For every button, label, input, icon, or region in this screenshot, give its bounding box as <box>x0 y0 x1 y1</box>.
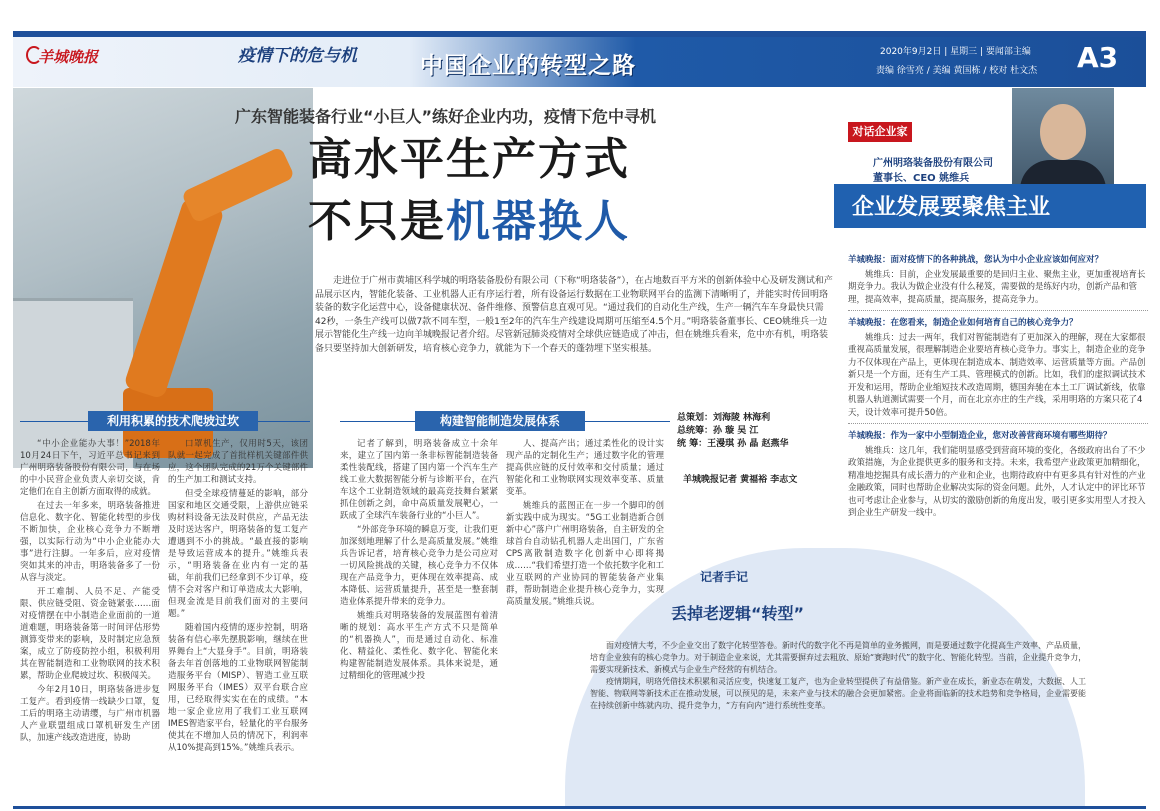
paragraph: 姚维兵的蓝图正在一步一个脚印的创新实践中成为现实。“5G工业制造新合创新中心”落户广州明珞装备，自主研发的全球首台自动钻孔机器人走出国门，广东省CPS离散制造数字化创新中心即将揭成……“我们希望打造一个依托数字化和工业互联网的产业协同的智能装备产业集群，帮助制造企业提升核心竞争力，实现高质量发展。”姚维兵说。 <box>506 501 664 607</box>
credit-line: 总统筹：孙 璇 吴 江 <box>677 426 759 436</box>
page-credits: 责编 徐雪亮 / 美编 黄国栋 / 校对 杜文杰 <box>876 66 1038 76</box>
qa-divider <box>848 423 1148 424</box>
paragraph: 人、提高产出；通过柔性化的设计实现产品的定制化生产；通过数字化的管理提高供应链的反付效率和交付质量；通过智能化和工业物联网实现效率变革、质量变革。 <box>506 439 664 497</box>
paragraph: 面对疫情大考，不少企业交出了数字化转型答卷。新时代的数字化不再是简单的业务搬网，而是要通过数字化提高生产效率、产品质量，培育企业独有的核心竞争力。对于制造企业来说，尤其需要摒弃过去粗放、原始“赛跑时代”的数字化、智能化转型。当前，企业提升竞争力，需要实现新技术、新模式与企业生产经营的有机结合。 <box>590 641 1087 674</box>
paragraph: 今年2月10日，明珞装备进步复工复产。看到疫情一线缺少口罩，复工后的明珞主动请缨，与广州市机器人产业联盟组成口罩机研发生产团队，加速产线改造进度，协助 <box>20 685 160 743</box>
paragraph: 开工难制、人员不足、产能受限、供应链受阻、资金链紧张……面对疫情摆在中小制造企业面前的一道道难题，明珞装备第一时间评估形势测算变带来的影响，及时制定应急预案，成立了防疫防控小组，积极利用其在智能制造和工业物联网的技术积累，帮助企业爬坡过坎、积极闯关。 <box>20 587 160 681</box>
paragraph: 口罩机生产，仅用时5天，该团队就一起完成了首批样机关键部件供应，这个团队完成的21万个关键部件的生产加工和测试支持。 <box>168 439 308 485</box>
interview-question: 羊城晚报：作为一家中小型制造企业，您对改善营商环境有哪些期待？ <box>848 431 1112 441</box>
article-lead: 走进位于广州市黄埔区科学城的明珞装备股份有限公司（下称“明珞装备”），在占地数百平方米的创新体验中心及研发测试和产品展示区内，智能化装备、工业机器人正有序运行着，所有设备运行数据在工业物联网平台的监测下清晰明了，并能实时传回明珞装备的数字化运营中心，设备健康状况、备件维修、预警信息直观可见。“通过我们的自动化生产线，生产一辆汽车车身最快只需42秒，一条生产线可以做7款不同车型，一般1至2年的汽车生产线建设周期可压缩至4.5个月。”明珞装备董事长、CEO姚维兵一边展示智能化生产线一边向羊城晚报记者介绍。尽管新冠肺炎疫情对全球供应链造成了冲击，但在姚维兵看来，危中亦有机，明珞装备只要坚持加大创新研发，培育核心竞争力，就能为下一个春天的蓬勃埋下坚实根基。 <box>315 276 833 354</box>
interview-qa <box>848 248 1148 522</box>
interview-answer: 姚维兵：目前，企业发展最重要的是回归主业、聚焦主业，更加重视培育长期竞争力。我认为做企业没有什么秘笈，需要做的是练好内功，创新产品和管理，提高效率，提高质量，提高服务，提高竞争力。 <box>848 269 1146 305</box>
interviewee-company: 广州明珞装备股份有限公司 <box>873 158 993 169</box>
commentary-body <box>590 640 1090 712</box>
paragraph: 在过去一年多来，明珞装备推进信息化、数字化、智能化转型的步伐不断加快，企业核心竞争力不断增强，以实际行动为“中小企业能办大事”进行注脚。一年多后，应对疫情突如其来的冲击，明珞装备多了一份从容与淡定。 <box>20 501 160 583</box>
paragraph: 姚维兵对明珞装备的发展蓝图有着清晰的规划：高水平生产方式不只是简单的“机器换人”，而是通过自动化、标准化、精益化、柔性化、数字化、智能化来构建智能制造发展体系。具体来说是，通过精细化的管理减少投 <box>340 611 498 681</box>
section-label-left: 利用积累的技术爬坡过坎 <box>88 411 258 431</box>
commentary-label: 记者手记 <box>700 570 749 584</box>
robot-arm-upper-shape <box>181 146 295 223</box>
interviewee-title: 董事长、CEO 姚维兵 <box>873 173 970 184</box>
interview-answer: 姚维兵：过去一两年，我们对智能制造有了更加深入的理解，现在大家都很重视高质量发展，很理解制造企业要培育核心竞争力。事实上，制造企业的竞争力不仅体现在产品上，更体现在制造成本、制造效率、运营质量等方面。产品创新只是一个方面，还有生产工具、管理模式的创新。比如，我们的虚拟调试技术开发和运用，帮助企业缩短技术改造周期，德国奔驰在本土工厂调试新线，依靠机器人轨道测试需要一个月，而在北京亦庄的生产线，采用明珞的方案只花了4天，设计效率可提升50倍。 <box>848 332 1146 418</box>
body-column-1 <box>20 438 160 803</box>
paragraph: 但受全球疫情蔓延的影响，部分国家和地区交通受限，上游供应链采购材料设备无法及时供应，产品无法及时送达客户，明珞装备的复工复产遭遇到不小的挑战。“最直接的影响是导致运营成本的提升。”姚维兵表示，“明珞装备在业内有一定的基础，年前我们已经拿到不少订单，疫情不会对客户和订单造成太大影响，但现金流是目前我们面对的主要问题。” <box>168 489 308 619</box>
headline-highlight: 机器换人 <box>446 196 630 247</box>
section-label-center: 构建智能制造发展体系 <box>415 411 585 431</box>
headline-prefix: 不只是 <box>308 196 446 247</box>
portrait-face <box>1040 104 1086 160</box>
paragraph: 记者了解到，明珞装备成立十余年来，建立了国内第一条非标智能制造装备柔性装配线，搭建了国内第一个汽车生产线工业大数据智能分析与诊断平台，在汽车这个工业制造领域的最高竞技舞台紧紧抓住创新之剑，命中高质量发展靶心，一跃成了全球汽车装备行业的“小巨人”。 <box>340 439 498 521</box>
paragraph: “中小企业能办大事！”2018年10月24日下午，习近平总书记来到广州明珞装备股份有限公司，与在场的中小民营企业负责人亲切交谈，肯定他们在自主创新方面取得的成就。 <box>20 439 160 497</box>
interview-question: 羊城晚报：面对疫情下的各种挑战，您认为中小企业应该如何应对？ <box>848 255 1104 265</box>
paragraph: 随着国内疫情的逐步控制，明珞装备有信心率先摆脱影响，继续在世界舞台上“大显身手”。目前，明珞装备去年首创落地的工业物联网智能制造服务平台（MISP）、智造工业互联网服务平台（IMES）双平台联合应用，已经取得实实在在的成绩。“本地一家企业应用了我们工业互联网IMES智造家平台，轻量化的平台服务使其在不增加人员的情况下，利润率从10%提高到15%。”姚维兵表示。 <box>168 623 308 753</box>
newspaper-logo: 羊城晚报 <box>38 48 99 66</box>
paragraph: “外部竞争环境的瞬息万变，让我们更加深刻地理解了什么是高质量发展。”姚维兵告诉记者，培育核心竞争力是公司应对一切风险挑战的关键，核心竞争力不仅体现在产品竞争力，更体现在效率提高、成本降低、运营质量提升，甚至是一整套制造业体系提升带来的竞争力。 <box>340 525 498 607</box>
reporter-byline: 羊城晚报记者 黄福裕 李志文 <box>683 475 798 485</box>
headline-line-1: 高水平生产方式 <box>308 134 630 185</box>
interviewee-caption <box>873 156 993 186</box>
interview-question: 羊城晚报：在您看来，制造企业如何培育自己的核心竞争力？ <box>848 318 1078 328</box>
article-subtitle: 广东智能装备行业“小巨人”练好企业内功，疫情下危中寻机 <box>235 107 657 126</box>
series-banner: 中国企业的转型之路 <box>420 53 636 79</box>
robot-arm-shape <box>123 196 225 399</box>
credit-line: 总策划：刘海陵 林海利 <box>677 413 771 423</box>
interview-answer: 姚维兵：这几年，我们能明显感受到营商环境的变化，各级政府出台了不少政策措施，为企业提供更多的服务和支持。未来，我希望产业政策更加精细化，精准地挖掘具有成长潜力的产业和企业，也期待政府中有更多具有针对性的产业金融政策，同时也帮助企业解决实际的资金问题。此外，人才认定中的评比环节也可考虑让企业参与，从切实的激励创新的角度出发，吸引更多实用型人才投入到企业生产研发一线中。 <box>848 445 1146 518</box>
commentary-title: 丢掉老逻辑“转型” <box>671 604 805 623</box>
body-column-2 <box>168 438 308 803</box>
interview-headline: 企业发展要聚焦主业 <box>852 195 1051 220</box>
paragraph: 疫情期间，明珞凭借技术积累和灵活应变，快速复工复产，也为企业转型提供了有益借鉴。新产业在成长，新业态在萌发，大数据、人工智能、物联网等新技术正在推动发展，可以预见的是，未来产业与技术的融合会更加紧密。企业将面临新的技术趋势和竞争格局，企业需要能在持续创新中练就内功、提升竞争力，“方有向内”进行系统性变革。 <box>590 677 1086 710</box>
dateline: 2020年9月2日 | 星期三 | 要闻部主编 <box>880 47 1031 57</box>
credit-line: 统 筹：王漫琪 孙 晶 赵燕华 <box>677 439 789 449</box>
body-column-3 <box>340 438 498 798</box>
headline-line-2 <box>308 196 630 247</box>
qa-divider <box>848 310 1148 311</box>
editorial-credits <box>677 412 827 451</box>
bottom-rule <box>13 806 1146 809</box>
column-title: 疫情下的危与机 <box>238 46 357 66</box>
page-number: A3 <box>1077 41 1119 74</box>
interview-label: 对话企业家 <box>848 122 912 142</box>
